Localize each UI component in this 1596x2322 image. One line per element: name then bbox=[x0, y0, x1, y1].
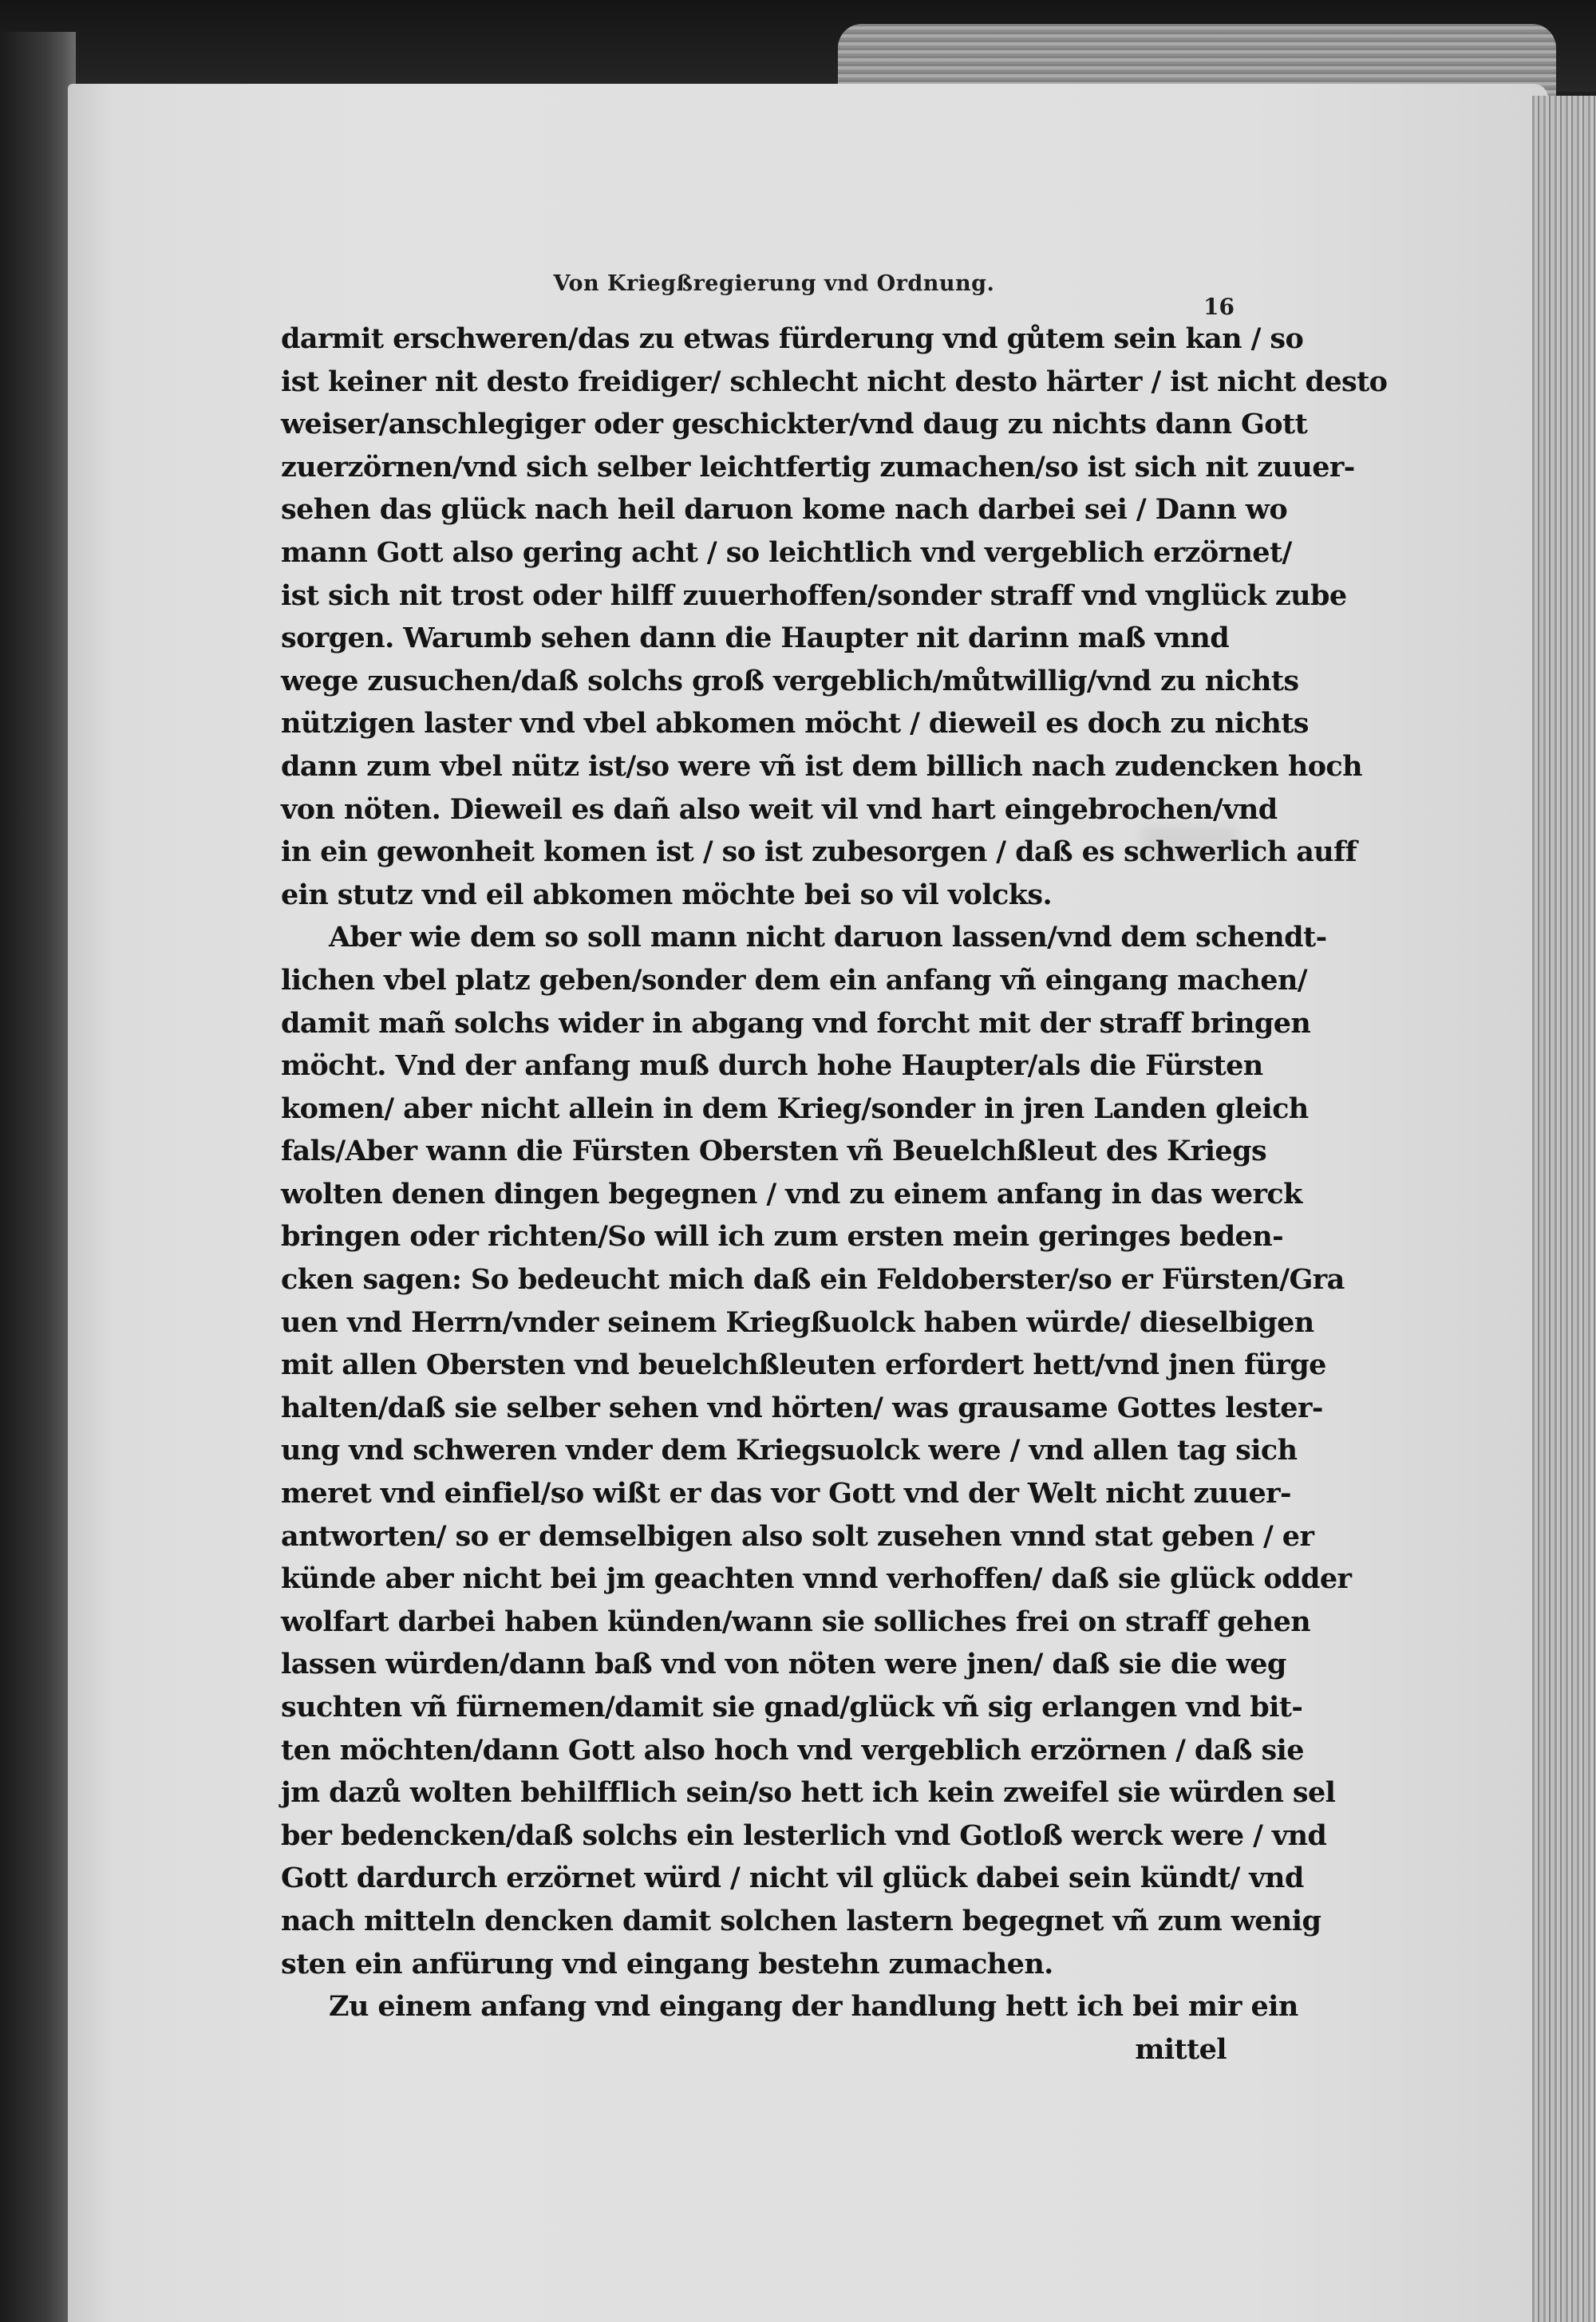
text-line: sehen das glück nach heil daruon kome nach darbei sei / Dann wo bbox=[281, 493, 1288, 527]
text-line: suchten vñ fürnemen/damit sie gnad/glück vñ sig erlangen vnd bit- bbox=[281, 1691, 1303, 1724]
text-line: nach mitteln dencken damit solchen lastern begegnet vñ zum wenig bbox=[281, 1904, 1321, 1937]
running-head: Von Kriegßregierung vnd Ordnung. bbox=[553, 271, 995, 296]
text-line: künde aber nicht bei jm geachten vnnd verhoffen/ daß sie glück odder bbox=[281, 1562, 1352, 1596]
text-line: lichen vbel platz geben/sonder dem ein anfang vñ eingang machen/ bbox=[281, 963, 1307, 997]
text-line: Zu einem anfang vnd eingang der handlung hett ich bei mir ein bbox=[329, 1990, 1298, 2024]
text-line: damit mañ solchs wider in abgang vnd forcht mit der straff bringen bbox=[281, 1006, 1311, 1040]
text-line: ung vnd schweren vnder dem Kriegsuolck were / vnd allen tag sich bbox=[281, 1434, 1298, 1467]
text-line: sorgen. Warumb sehen dann die Haupter nit darinn maß vnnd bbox=[281, 622, 1230, 655]
text-line: meret vnd einfiel/so wißt er das vor Gott vnd der Welt nicht zuuer- bbox=[281, 1477, 1291, 1510]
text-line: ber bedencken/daß solchs ein lesterlich vnd Gotloß werck were / vnd bbox=[281, 1819, 1327, 1852]
text-line: dann zum vbel nütz ist/so were vñ ist dem billich nach zudencken hoch bbox=[281, 749, 1362, 783]
text-line: mit allen Obersten vnd beuelchßleuten erfordert hett/vnd jnen fürge bbox=[281, 1349, 1326, 1382]
catchword: mittel bbox=[1135, 2032, 1227, 2066]
text-line: uen vnd Herrn/vnder seinem Kriegßuolck haben würde/ dieselbigen bbox=[281, 1305, 1314, 1339]
text-line: ten möchten/dann Gott also hoch vnd vergeblich erzörnen / daß sie bbox=[281, 1733, 1304, 1767]
text-line: wolten denen dingen begegnen / vnd zu einem anfang in das werck bbox=[281, 1177, 1302, 1210]
text-line: wolfart darbei haben künden/wann sie solliches frei on straff gehen bbox=[281, 1605, 1311, 1638]
text-line: fals/Aber wann die Fürsten Obersten vñ Beuelchßleut des Kriegs bbox=[281, 1135, 1267, 1168]
text-line: ein stutz vnd eil abkomen möchte bei so vil volcks. bbox=[281, 878, 1053, 911]
text-line: nützigen laster vnd vbel abkomen möcht / dieweil es doch zu nichts bbox=[281, 707, 1309, 740]
text-line: antworten/ so er demselbigen also solt zusehen vnnd stat geben / er bbox=[281, 1519, 1314, 1553]
text-line: lassen würden/dann baß vnd von nöten were jnen/ daß sie die weg bbox=[281, 1648, 1286, 1681]
page-number: 16 bbox=[1203, 294, 1235, 320]
text-line: komen/ aber nicht allein in dem Krieg/sonder in jren Landen gleich bbox=[281, 1092, 1309, 1125]
text-line: halten/daß sie selber sehen vnd hörten/ was grausame Gottes lester- bbox=[281, 1391, 1323, 1424]
text-line: cken sagen: So bedeucht mich daß ein Feldoberster/so er Fürsten/Gra bbox=[281, 1263, 1345, 1297]
text-line: wege zusuchen/daß solchs groß vergeblich/můtwillig/vnd zu nichts bbox=[281, 664, 1299, 697]
text-line: sten ein anfürung vnd eingang bestehn zumachen. bbox=[281, 1947, 1053, 1980]
text-line: bringen oder richten/So will ich zum ersten mein geringes beden- bbox=[281, 1220, 1284, 1254]
text-line: mann Gott also gering acht / so leichtlich vnd vergeblich erzörnet/ bbox=[281, 535, 1292, 569]
text-line: von nöten. Dieweil es dañ also weit vil vnd hart eingebrochen/vnd bbox=[281, 792, 1278, 826]
text-line: möcht. Vnd der anfang muß durch hohe Haupter/als die Fürsten bbox=[281, 1049, 1263, 1083]
text-line: jm dazů wolten behilfflich sein/so hett ich kein zweifel sie würden sel bbox=[281, 1776, 1336, 1810]
text-line: darmit erschweren/das zu etwas fürderung vnd gůtem sein kan / so bbox=[281, 322, 1304, 355]
text-line: Aber wie dem so soll mann nicht daruon lassen/vnd dem schendt- bbox=[329, 921, 1327, 954]
text-line: Gott dardurch erzörnet würd / nicht vil glück dabei sein kündt/ vnd bbox=[281, 1862, 1304, 1895]
page-edges-right bbox=[1532, 96, 1596, 2322]
text-line: zuerzörnen/vnd sich selber leichtfertig zumachen/so ist sich nit zuuer- bbox=[281, 450, 1355, 484]
body-text bbox=[281, 318, 1388, 2071]
book-spine bbox=[0, 32, 76, 2322]
text-line: ist keiner nit desto freidiger/ schlecht nicht desto härter / ist nicht desto bbox=[281, 365, 1388, 398]
text-line: ist sich nit trost oder hilff zuuerhoffen/sonder straff vnd vnglück zube bbox=[281, 579, 1347, 612]
text-line: in ein gewonheit komen ist / so ist zubesorgen / daß es schwerlich auff bbox=[281, 835, 1357, 869]
text-line: weiser/anschlegiger oder geschickter/vnd daug zu nichts dann Gott bbox=[281, 408, 1308, 441]
